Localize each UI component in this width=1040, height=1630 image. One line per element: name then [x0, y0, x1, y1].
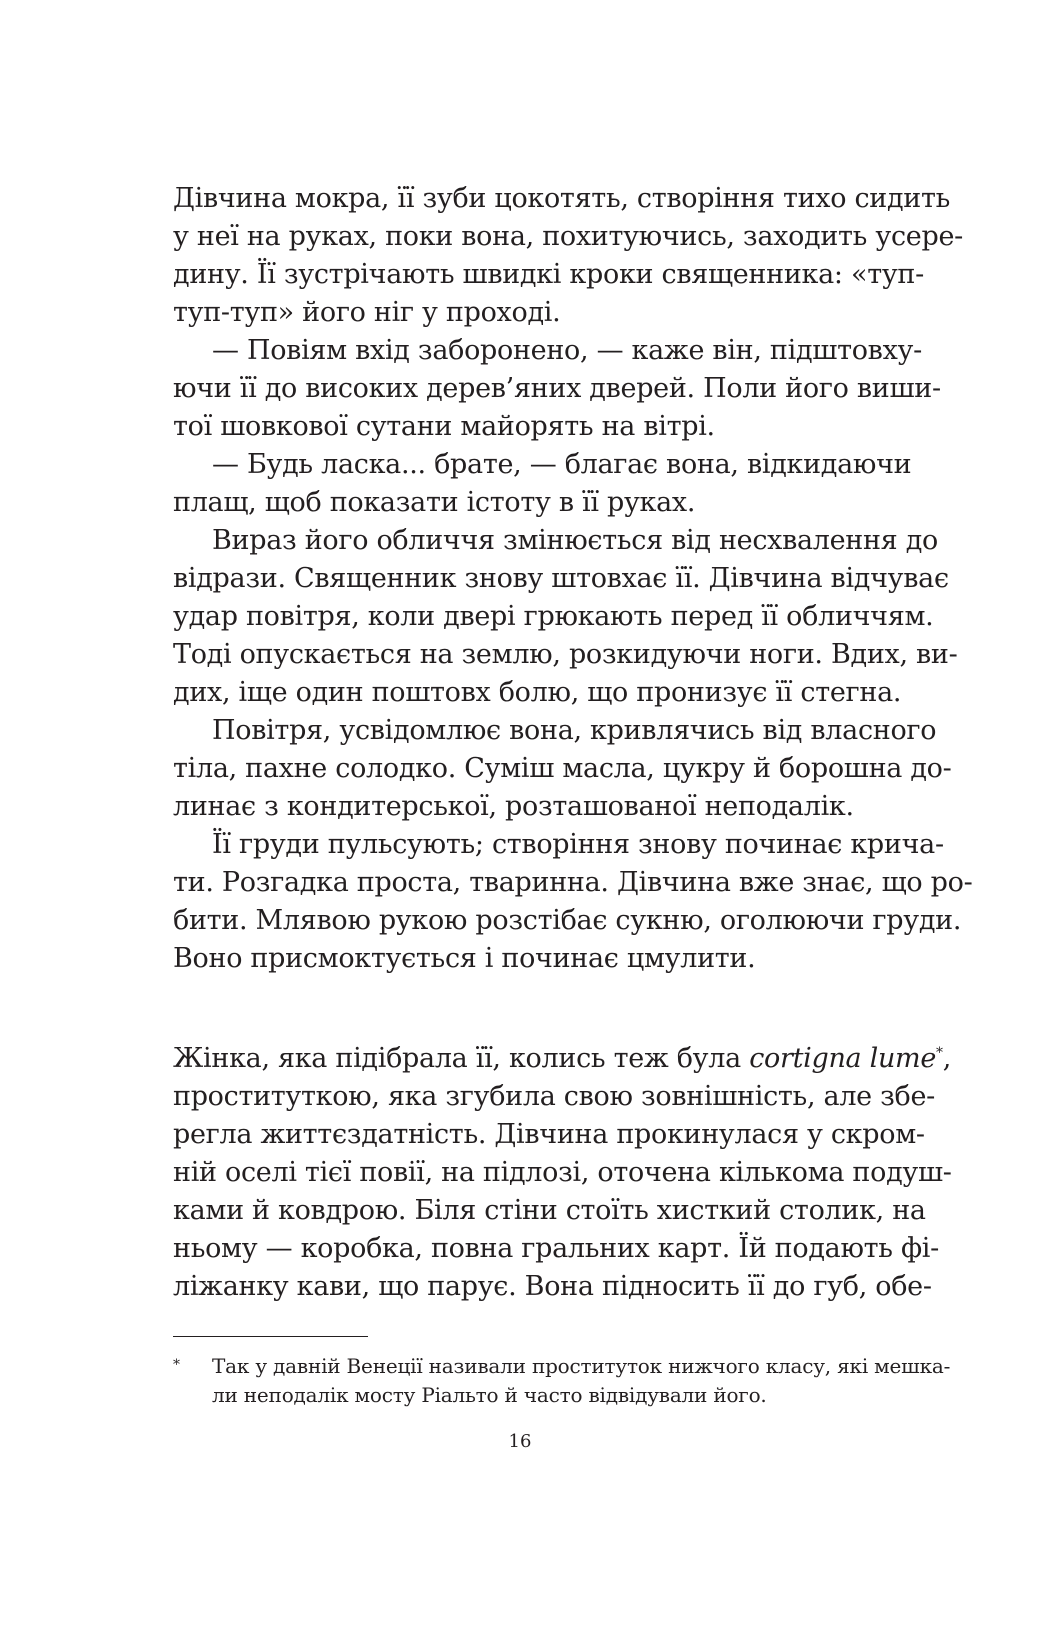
footnote-divider	[173, 1336, 368, 1337]
text-line: — Будь ласка... брате, — благає вона, відкидаючи	[212, 449, 912, 480]
text-line: дих, іще один поштовх болю, що пронизує її стегна.	[173, 677, 902, 708]
text-line: тої шовкової сутани майорять на вітрі.	[173, 411, 715, 442]
page-number: 16	[508, 1431, 532, 1452]
text-fragment: ,	[942, 1043, 952, 1074]
text-line: ти. Розгадка проста, тваринна. Дівчина вже знає, що ро-	[173, 867, 973, 898]
footnote-line: Так у давній Венеції називали проституток нижчого класу, які мешка-	[212, 1354, 951, 1378]
italic-term: cortigna lume	[749, 1043, 937, 1074]
text-line: Воно присмоктується і починає цмулити.	[173, 943, 756, 974]
text-line: ючи її до високих дерев’яних дверей. Поли його виши-	[173, 373, 941, 404]
text-line: Її груди пульсують; створіння знову починає крича-	[212, 829, 944, 860]
text-line: проституткою, яка згубила свою зовнішність, але збе-	[173, 1081, 936, 1112]
text-line: Тоді опускається на землю, розкидуючи ноги. Вдих, ви-	[173, 639, 958, 670]
text-line: регла життєздатність. Дівчина прокинулася у скром-	[173, 1119, 925, 1150]
text-line: — Повіям вхід заборонено, — каже він, підштовху-	[212, 335, 922, 366]
text-line: у неї на руках, поки вона, похитуючись, заходить усере-	[173, 221, 963, 252]
text-line: удар повітря, коли двері грюкають перед її обличчям.	[173, 601, 934, 632]
text-line: ками й ковдрою. Біля стіни стоїть хисткий столик, на	[173, 1195, 926, 1226]
text-line: ній оселі тієї повії, на підлозі, оточена кількома подуш-	[173, 1157, 952, 1188]
text-line: Вираз його обличчя змінюється від несхвалення до	[212, 525, 938, 556]
text-line: ньому — коробка, повна гральних карт. Їй подають фі-	[173, 1233, 939, 1264]
text-line: тіла, пахне солодко. Суміш масла, цукру й борошна до-	[173, 753, 952, 784]
text-line: Повітря, усвідомлює вона, кривлячись від власного	[212, 715, 937, 746]
text-line: туп-туп» його ніг у проході.	[173, 297, 561, 328]
text-line: Дівчина мокра, її зуби цокотять, створіння тихо сидить	[173, 183, 951, 214]
text-line: плащ, щоб показати істоту в її руках.	[173, 487, 696, 518]
text-line: линає з кондитерської, розташованої неподалік.	[173, 791, 854, 822]
text-line: дину. Її зустрічають швидкі кроки священника: «туп-	[173, 259, 924, 290]
text-line: бити. Млявою рукою розстібає сукню, оголюючи груди.	[173, 905, 962, 936]
footnote-line: ли неподалік мосту Ріальто й часто відвідували його.	[212, 1383, 767, 1407]
text-fragment: Жінка, яка підібрала її, колись теж була	[173, 1043, 750, 1074]
footnote-mark: *	[173, 1357, 180, 1373]
text-line: відрази. Священник знову штовхає її. Дівчина відчуває	[173, 563, 949, 594]
footnote-reference[interactable]: *	[936, 1045, 943, 1061]
text-line: ліжанку кави, що парує. Вона підносить її до губ, обе-	[173, 1271, 932, 1302]
text-line	[173, 1040, 952, 1078]
